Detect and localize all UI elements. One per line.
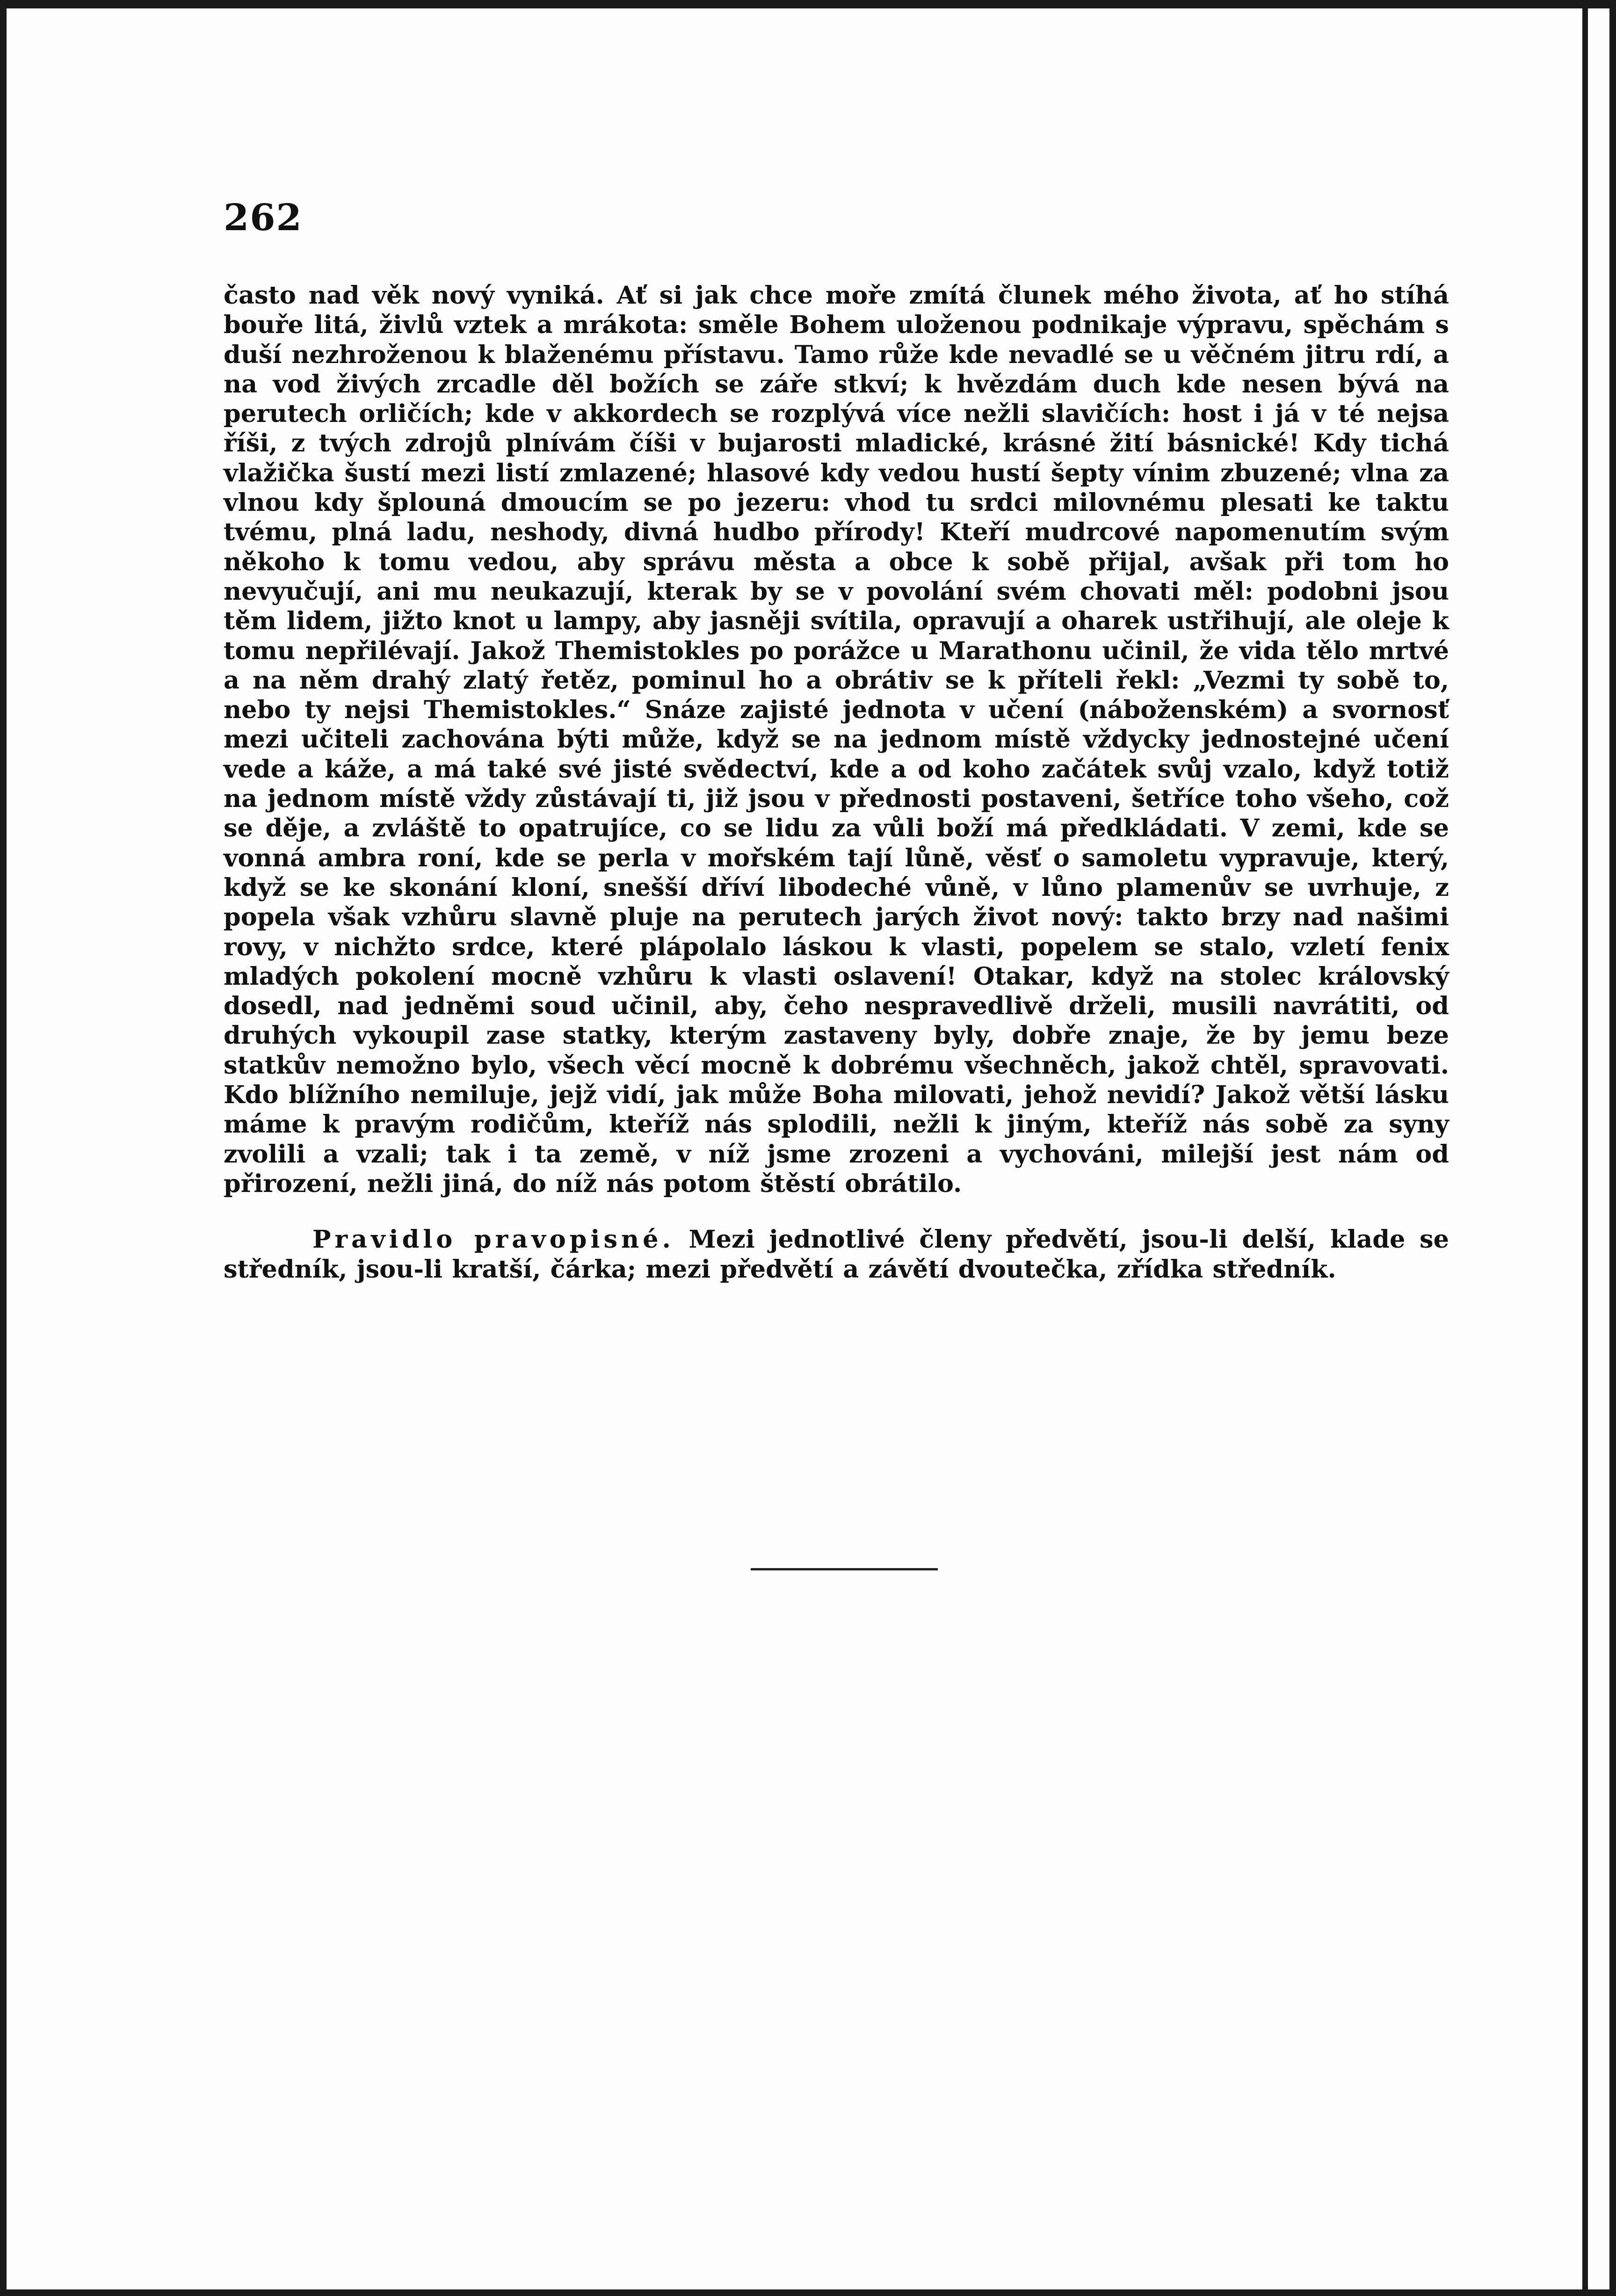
page-number: 262: [224, 196, 303, 239]
paragraph-examples: [224, 281, 1449, 1199]
page-fold-edge: [1582, 0, 1588, 2296]
rule-heading: Pravidlo pravopisné.: [312, 1225, 674, 1254]
body-text: [224, 281, 1449, 1284]
paragraph-examples-text: často nad věk nový vyniká. Ať si jak chce moře zmítá člunek mého života, ať ho stíhá bouře litá, živlů vztek a mrákota: směle Bohem uloženou podnikaje výpravu, spěchám s duší nezhroženou k blaženému přístavu. Tamo růže kde nevadlé se u věčném jitru rdí, a na vod živých zrcadle děl božích se záře stkví; k hvězdám duch kde nesen bývá na perutech orličích; kde v akkordech se rozplývá více nežli slavičích: host i já v té nejsa říši, z tvých zdrojů plnívám číši v bujarosti mladické, krásné žití básnické! Kdy tichá vlažička šustí mezi listí zmlazené; hlasové kdy vedou hustí šepty vínim zbuzené; vlna za vlnou kdy šplouná dmoucím se po jezeru: vhod tu srdci milovnému plesati ke taktu tvému, plná ladu, neshody, divná hudbo přírody! Kteří mudrcové napomenutím svým někoho k tomu vedou, aby správu města a obce k sobě přijal, avšak při tom ho nevyučují, ani mu neukazují, kterak by se v povolání svém chovati měl: podobni jsou těm lidem, jižto knot u lampy, aby jasněji svítila, opravují a oharek ustřihují, ale oleje k tomu nepřilévají. Jakož Themistokles po porážce u Marathonu učinil, že vida tělo mrtvé a na něm drahý zlatý řetěz, pominul ho a obrátiv se k příteli řekl: „Vezmi ty sobě to, nebo ty nejsi Themistokles.“ Snáze zajisté jednota v učení (náboženském) a svornosť mezi učiteli zachována býti může, když se na jednom místě vždycky jednostejné učení vede a káže, a má také své jisté svědectví, kde a od koho začátek svůj vzalo, když totiž na jednom místě vždy zůstávají ti, již jsou v přednosti postaveni, šetříce toho všeho, což se děje, a zvláště to opatrujíce, co se lidu za vůli boží má předkládati. V zemi, kde se vonná ambra roní, kde se perla v mořském tají lůně, věsť o samoletu vypravuje, který, když se ke skonání kloní, snešší dříví libodeché vůně, v lůno plamenův se uvrhuje, z popela však vzhůru slavně pluje na perutech jarých život nový: takto brzy nad našimi rovy, v nichžto srdce, které plápolalo láskou k vlasti, popelem se stalo, vzletí fenix mladých pokolení mocně vzhůru k vlasti oslavení! Otakar, když na stolec královský dosedl, nad jedněmi soud učinil, aby, čeho nespravedlivě drželi, musili navrátiti, od druhých vykoupil zase statky, kterým zastaveny byly, dobře znaje, že by jemu beze statkův nemožno bylo, všech věcí mocně k dobrému všechněch, jakož chtěl, spravovati. Kdo blížního nemiluje, jejž vidí, jak může Boha milovati, jehož nevidí? Jakož větší lásku máme k pravým rodičům, kteříž nás splodili, nežli k jiným, kteříž nás sobě za syny zvolili a vzali; tak i ta země, v níž jsme zrozeni a vychováni, milejší jest nám od přirození, nežli jiná, do níž nás potom štěstí obrátilo.: [224, 281, 1449, 1198]
rule-text: Mezi jednotlivé členy předvětí, jsou-li delší, klade se středník, jsou-li kratší, čárka; mezi předvětí a závětí dvoutečka, zřídka středník.: [224, 1225, 1449, 1284]
paragraph-rule: [224, 1225, 1449, 1284]
section-divider: [751, 1568, 938, 1570]
